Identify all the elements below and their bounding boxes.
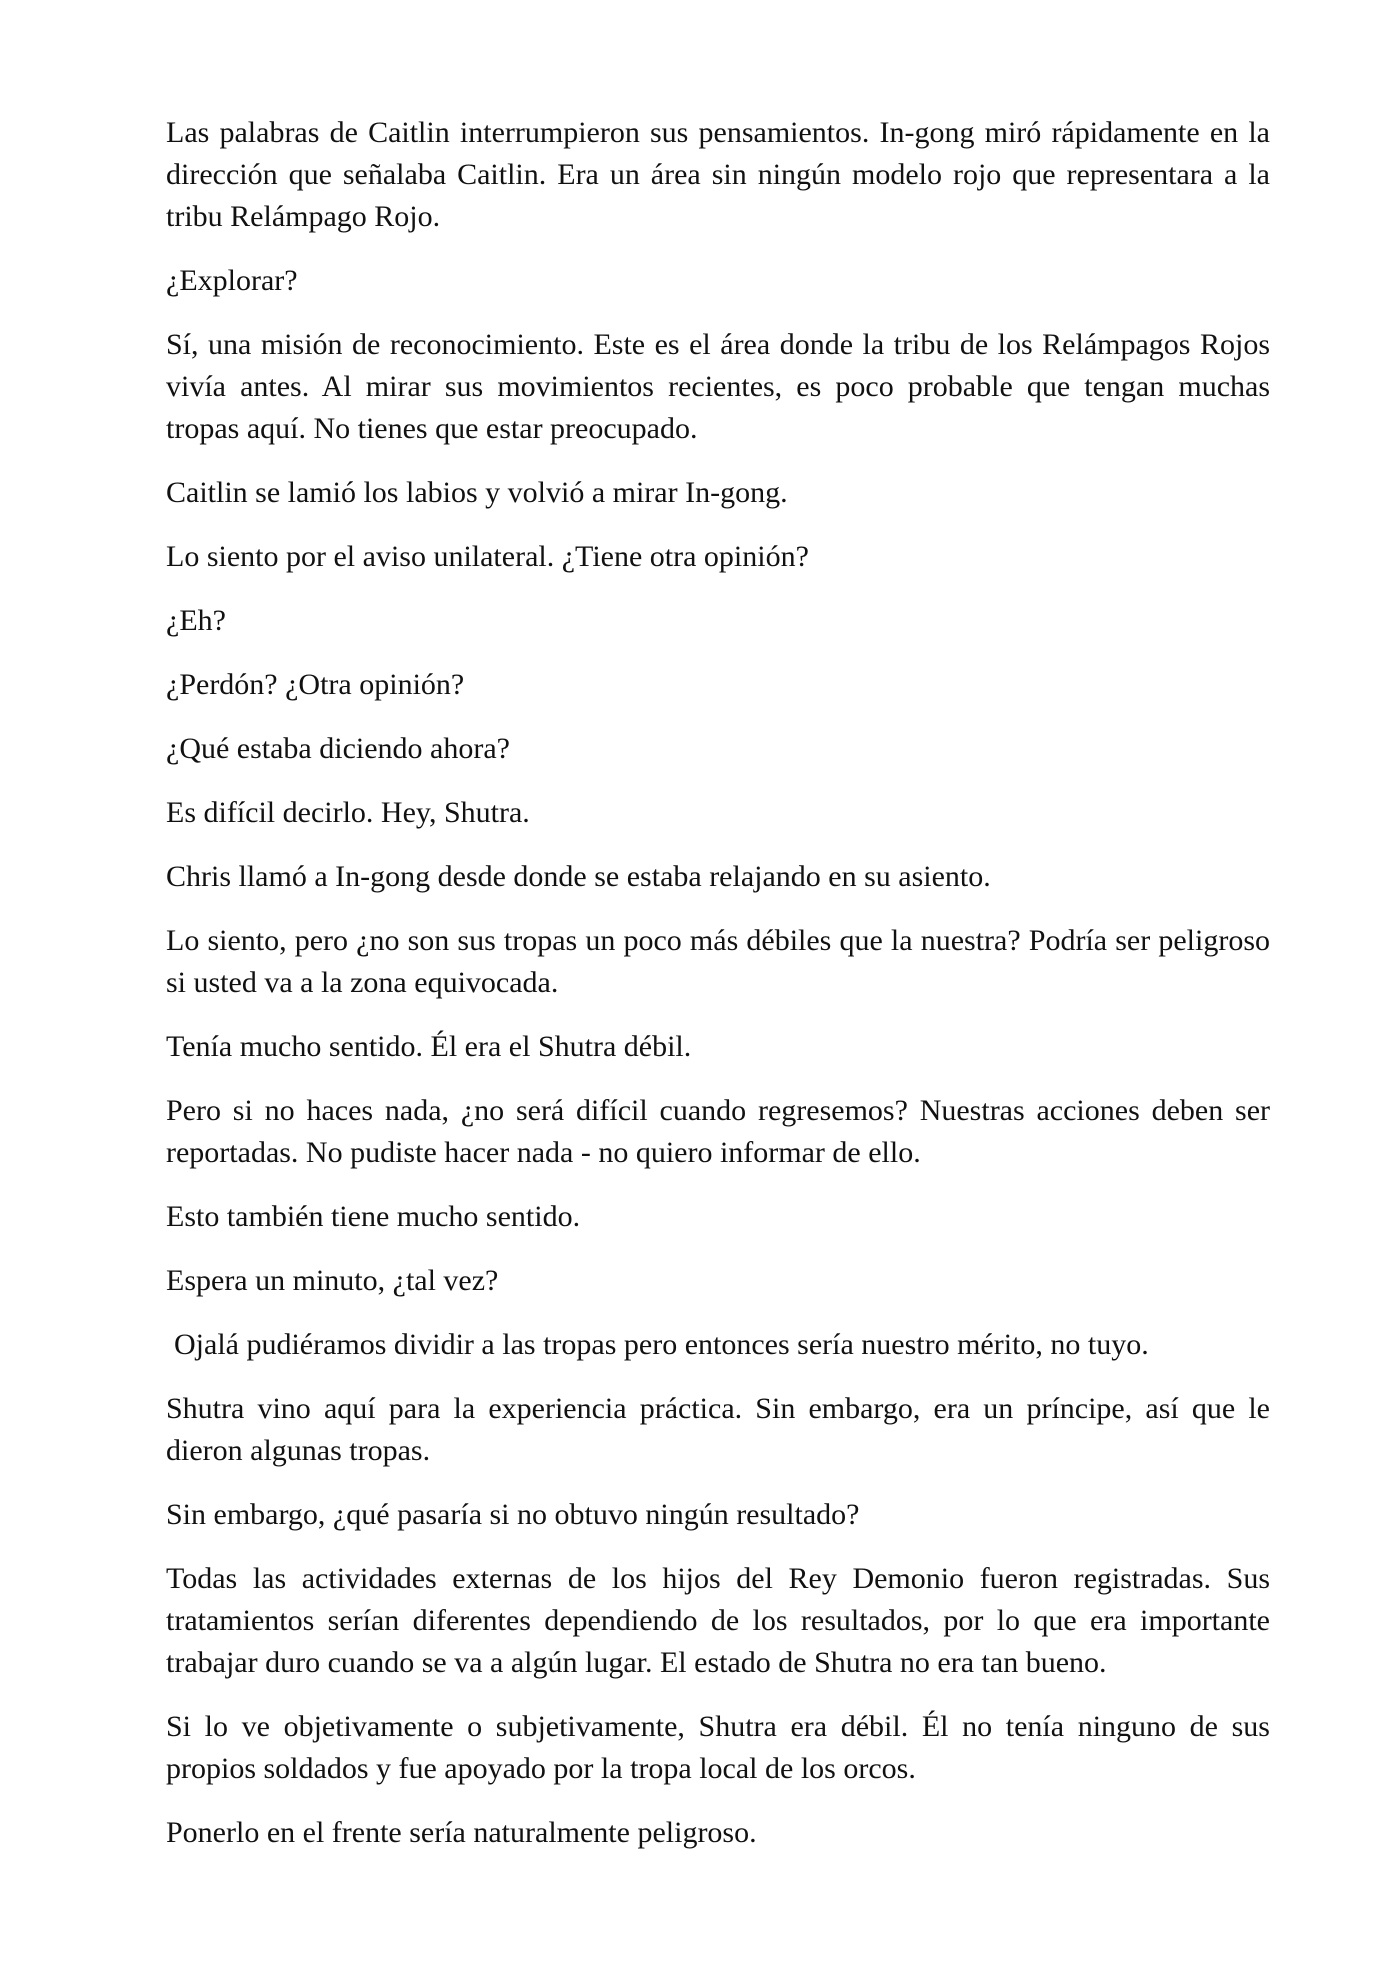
paragraph: ¿Qué estaba diciendo ahora? — [166, 732, 510, 765]
paragraph: Si lo ve objetivamente o subjetivamente, Shutra era débil. Él no tenía ninguno de sus propios soldados y fue apoyado por la tropa local de los orcos. — [166, 1710, 1270, 1785]
paragraph: Espera un minuto, ¿tal vez? — [166, 1264, 499, 1297]
paragraph: ¿Perdón? ¿Otra opinión? — [166, 668, 465, 701]
paragraph: Caitlin se lamió los labios y volvió a mirar In-gong. — [166, 476, 788, 509]
paragraph: Pero si no haces nada, ¿no será difícil cuando regresemos? Nuestras acciones deben ser reportadas. No pudiste hacer nada - no quiero informar de ello. — [166, 1094, 1270, 1169]
paragraph: Lo siento por el aviso unilateral. ¿Tiene otra opinión? — [166, 540, 809, 573]
paragraph: ¿Explorar? — [166, 264, 298, 297]
paragraph: Tenía mucho sentido. Él era el Shutra débil. — [166, 1030, 692, 1063]
paragraph: ¿Eh? — [166, 604, 226, 637]
paragraph: Ponerlo en el frente sería naturalmente peligroso. — [166, 1816, 757, 1849]
paragraph: Sí, una misión de reconocimiento. Este es el área donde la tribu de los Relámpagos Rojos vivía antes. Al mirar sus movimientos recientes, es poco probable que tengan muchas tropas aquí. No tienes que estar preocupado. — [166, 328, 1270, 445]
paragraph: Las palabras de Caitlin interrumpieron sus pensamientos. In-gong miró rápidamente en la dirección que señalaba Caitlin. Era un área sin ningún modelo rojo que representara a la tribu Relámpago Rojo. — [166, 116, 1270, 233]
paragraph: Es difícil decirlo. Hey, Shutra. — [166, 796, 530, 829]
paragraph: Chris llamó a In-gong desde donde se estaba relajando en su asiento. — [166, 860, 991, 893]
document-page — [166, 112, 1270, 1876]
paragraph: Sin embargo, ¿qué pasaría si no obtuvo ningún resultado? — [166, 1498, 860, 1531]
paragraph: Shutra vino aquí para la experiencia práctica. Sin embargo, era un príncipe, así que le dieron algunas tropas. — [166, 1392, 1270, 1467]
paragraph: Ojalá pudiéramos dividir a las tropas pero entonces sería nuestro mérito, no tuyo. — [174, 1328, 1149, 1361]
paragraph: Lo siento, pero ¿no son sus tropas un poco más débiles que la nuestra? Podría ser peligroso si usted va a la zona equivocada. — [166, 924, 1270, 999]
paragraph: Esto también tiene mucho sentido. — [166, 1200, 581, 1233]
paragraph: Todas las actividades externas de los hijos del Rey Demonio fueron registradas. Sus tratamientos serían diferentes dependiendo de los resultados, por lo que era importante trabajar duro cuando se va a algún lugar. El estado de Shutra no era tan bueno. — [166, 1562, 1270, 1679]
